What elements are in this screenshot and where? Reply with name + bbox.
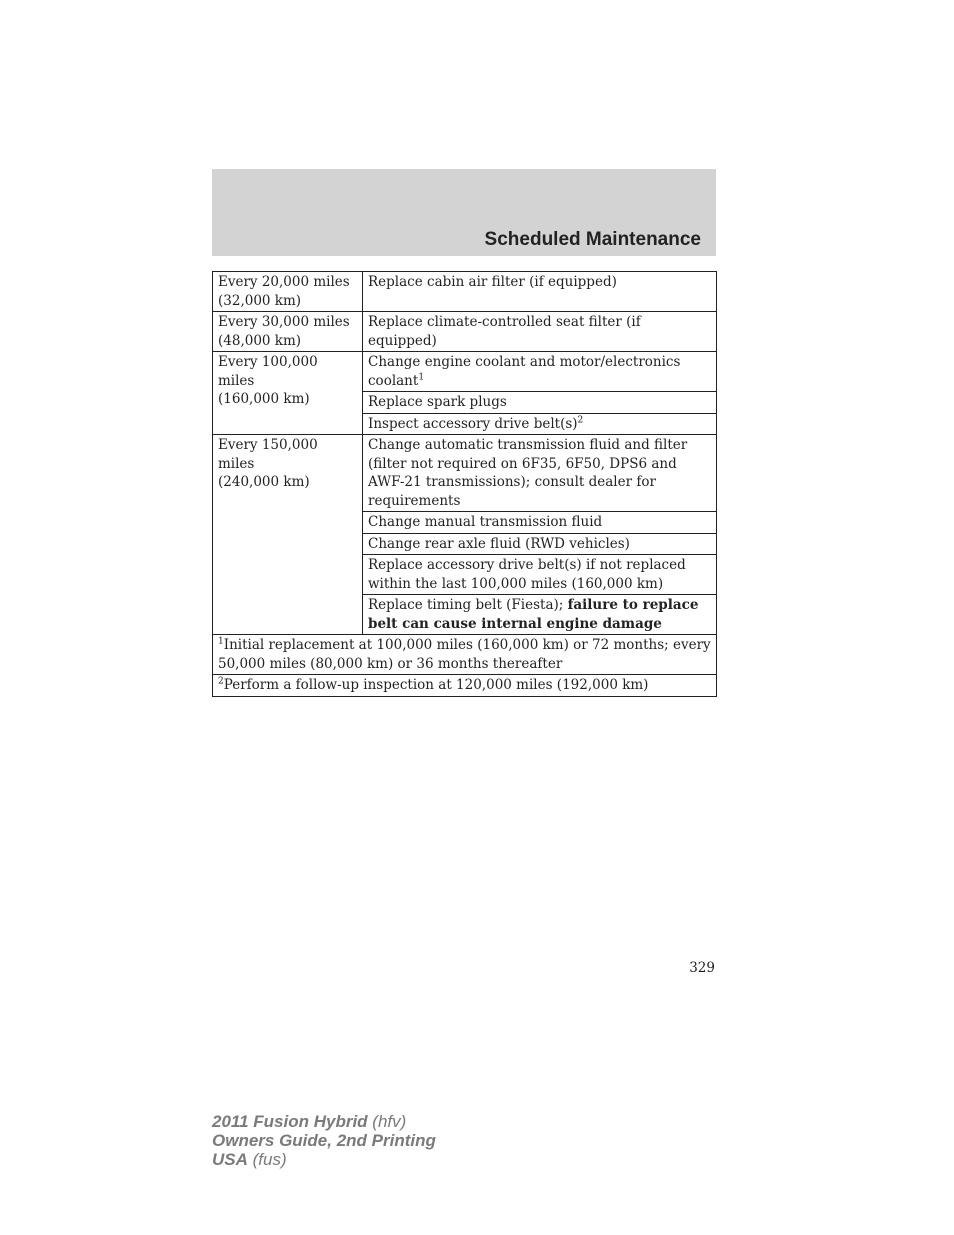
footer-model-code: (hfv) xyxy=(367,1112,407,1131)
table-row xyxy=(213,352,717,392)
footer-line-model xyxy=(212,1112,436,1131)
footnote-text: Initial replacement at 100,000 miles (160,000 km) or 72 months; every 50,000 miles (80,000 km) or 36 months thereafter xyxy=(218,637,711,672)
footnote-text: Perform a follow-up inspection at 120,000 miles (192,000 km) xyxy=(223,677,649,693)
interval-miles: Every 20,000 miles xyxy=(218,274,350,290)
document-footer xyxy=(212,1112,436,1169)
footnote-row xyxy=(213,635,717,675)
table-row xyxy=(213,312,717,352)
interval-miles: Every 30,000 miles xyxy=(218,314,350,330)
interval-miles: Every 100,000 miles xyxy=(218,354,318,389)
task-text: Change rear axle fluid (RWD vehicles) xyxy=(368,535,630,552)
task-cell xyxy=(363,392,717,414)
task-cell xyxy=(363,555,717,595)
footnote-ref: 2 xyxy=(577,415,584,425)
task-text: Replace accessory drive belt(s) if not replaced within the last 100,000 miles (160,000 km) xyxy=(368,557,686,592)
section-title: Scheduled Maintenance xyxy=(484,229,701,250)
task-text: Replace cabin air filter (if equipped) xyxy=(368,274,617,290)
task-cell xyxy=(363,272,717,312)
interval-cell xyxy=(213,352,363,435)
table-row xyxy=(213,435,717,512)
interval-miles: Every 150,000 miles xyxy=(218,437,318,472)
page-number: 329 xyxy=(689,960,715,976)
maintenance-schedule-table xyxy=(212,271,717,697)
footnote-row xyxy=(213,675,717,697)
task-cell xyxy=(363,352,717,392)
task-text: Replace climate-controlled seat filter (if equipped) xyxy=(368,314,641,349)
task-text: Replace spark plugs xyxy=(368,394,507,410)
interval-km: (240,000 km) xyxy=(218,474,310,490)
task-cell xyxy=(363,512,717,534)
interval-km: (32,000 km) xyxy=(218,292,302,309)
footer-model: 2011 Fusion Hybrid xyxy=(212,1112,368,1131)
task-warning-text: failure to replace belt can cause internal engine damage xyxy=(368,597,699,632)
task-text: Inspect accessory drive belt(s) xyxy=(368,415,578,432)
interval-km: (160,000 km) xyxy=(218,391,310,407)
interval-cell xyxy=(213,272,363,312)
footer-line-market xyxy=(212,1150,436,1169)
task-text: Change automatic transmission fluid and filter (filter not required on 6F35, 6F50, DPS6 and AWF-21 transmissions); consult dealer for requirements xyxy=(368,437,688,509)
footer-market-code: (fus) xyxy=(247,1150,287,1169)
footer-guide: Owners Guide, 2nd Printing xyxy=(212,1131,436,1150)
interval-cell xyxy=(213,435,363,635)
footnote-cell xyxy=(213,675,717,697)
interval-cell xyxy=(213,312,363,352)
footnote-cell xyxy=(213,635,717,675)
table-row xyxy=(213,272,717,312)
footnote-ref: 1 xyxy=(418,372,425,382)
footer-line-guide xyxy=(212,1131,436,1150)
task-text: Change engine coolant and motor/electronics coolant xyxy=(368,354,681,389)
footer-market: USA xyxy=(212,1150,248,1169)
task-text: Replace timing belt (Fiesta); xyxy=(368,597,568,613)
task-cell xyxy=(363,413,717,435)
task-cell xyxy=(363,435,717,512)
task-cell xyxy=(363,595,717,635)
task-text: Change manual transmission fluid xyxy=(368,514,603,530)
footnote-mark: 1 xyxy=(218,636,224,647)
footnote-mark: 2 xyxy=(218,676,224,687)
interval-km: (48,000 km) xyxy=(218,332,302,349)
section-header-band xyxy=(212,169,716,256)
task-cell xyxy=(363,533,717,555)
task-cell xyxy=(363,312,717,352)
